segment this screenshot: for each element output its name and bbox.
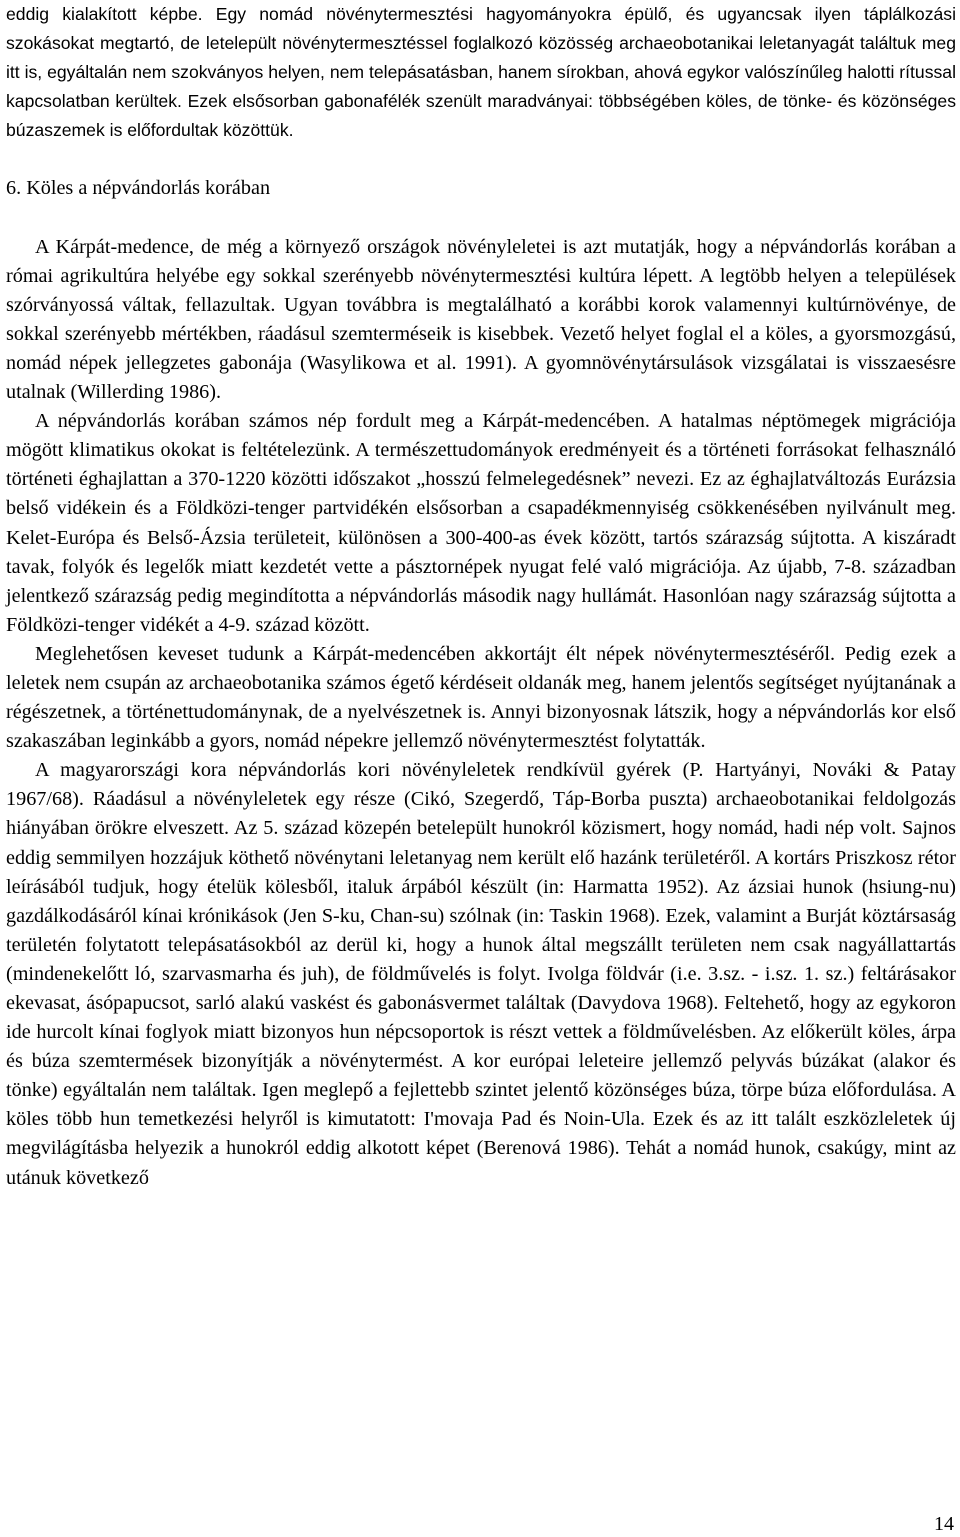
document-page <box>6 0 956 1193</box>
body-paragraph-4: A magyarországi kora népvándorlás kori növényleletek rendkívül gyérek (P. Hartyányi, Nováki & Patay 1967/68). Ráadásul a növényleletek egy része (Cikó, Szegerdő, Táp-Borba puszta) archaeobotanikai feldolgozás hiányában örökre elveszett. Az 5. század közepén betelepült hunokról közismert, hogy nomád, hadi nép volt. Sajnos eddig semmilyen hozzájuk köthető növénytani leletanyag nem került elő hazánk területéről. A kortárs Priszkosz rétor leírásából tudjuk, hogy ételük kölesből, italuk árpából készült (in: Harmatta 1952). Az ázsiai hunok (hsiung-nu) gazdálkodásáról kínai krónikások (Jen S-ku, Chan-su) szólnak (in: Taskin 1968). Ezek, valamint a Burját köztársaság területén folytatott telepásatásokból az derül ki, hogy a hunok által megszállt területen nem csak nagyállattartás (mindenekelőtt ló, szarvasmarha és juh), de földművelés is folyt. Ivolga földvár (i.e. 3.sz. - i.sz. 1. sz.) feltárásakor ekevasat, ásópapucsot, sarló alakú vaskést és gabonásvermet találtak (Davydova 1968). Feltehető, hogy az egykoron ide hurcolt kínai foglyok miatt bizonyos hun népcsoportok is részt vettek a földművelésben. Az előkerült köles, árpa és búza szemtermések bizonyítják a növénytermést. A kor európai leleteire jellemző pelyvás búzákat (alakor és tönke) egyáltalán nem találtak. Igen meglepő a fejlettebb szintet jelentő közönséges búza, törpe búza előfordulása. A köles több hun temetkezési helyről is kimutatott: I'movaja Pad és Noin-Ula. Ezek és az itt talált eszközleletek új megvilágításba helyezik a hunokról eddig alkotott képet (Berenová 1986). Tehát a nomád hunok, csakúgy, mint az utánuk következő <box>6 759 956 1189</box>
body-paragraph-3: Meglehetősen keveset tudunk a Kárpát-medencében akkortájt élt népek növénytermesztéséről. Pedig ezek a leletek nem csupán az archaeobotanika számos égető kérdéseit oldanák meg, hanem jelentős segítséget nyújtanának a régészetnek, a történettudománynak, de a nyelvészetnek is. Annyi bizonyosnak látszik, hogy a népvándorlás kor első szakaszában leginkább a gyors, nomád népekre jellemző növénytermesztést folytatták. <box>6 642 956 753</box>
intro-paragraph: eddig kialakított képbe. Egy nomád növénytermesztési hagyományokra épülő, és ugyancsak ilyen táplálkozási szokásokat megtartó, de letelepült növénytermesztéssel foglalkozó közösség archaeobotanikai leletanyagát találtuk meg itt is, egyáltalán nem szokványos helyen, nem telepásatásban, hanem sírokban, ahová egykor valószínűleg halotti rítussal kapcsolatban kerültek. Ezek elsősorban gabonafélék szenült maradványai: többségében köles, de tönke- és közönséges búzaszemek is előfordultak közöttük. <box>6 4 956 141</box>
page-number: 14 <box>934 1513 954 1535</box>
body-paragraph-1: A Kárpát-medence, de még a környező országok növényleletei is azt mutatják, hogy a népvándorlás korában a római agrikultúra helyébe egy sokkal szerényebb növénytermesztési kultúra lépett. A legtöbb helyen a települések szórványossá váltak, fellazultak. Ugyan továbbra is megtalálható a korábbi korok valamennyi kultúrnövénye, de sokkal szerényebb mértékben, ráadásul szemterméseik is kisebbek. Vezető helyet foglal el a köles, a gyorsmozgású, nomád népek jellegzetes gabonája (Wasylikowa et al. 1991). A gyomnövénytársulások vizsgálatai is visszaesésre utalnak (Willerding 1986). <box>6 235 956 404</box>
body-paragraph-2: A népvándorlás korában számos nép fordult meg a Kárpát-medencében. A hatalmas néptömegek migrációja mögött klimatikus okokat is feltételezünk. A természettudományok eredményeit és a történeti forrásokat felhasználó történeti éghajlattan a 370-1220 közötti időszakot „hosszú felmelegedésnek” nevezi. Ez az éghajlatváltozás Eurázsia belső vidékein és a Földközi-tenger partvidékén elsősorban a csapadékmennyiség csökkenésében nyilvánult meg. Kelet-Európa és Belső-Ázsia területeit, különösen a 300-400-as évek között, tartós szárazság sújtotta. A kiszáradt tavak, folyók és legelők miatt kezdetét vette a pásztornépek nyugat felé való migrációja. Az újabb, 7-8. században jelentkező szárazság pedig megindította a népvándorlás második nagy hullámát. Hasonlóan nagy szárazság sújtotta a Földközi-tenger vidékét a 4-9. század között. <box>6 410 956 636</box>
section-heading: 6. Köles a népvándorlás korában <box>6 177 271 200</box>
